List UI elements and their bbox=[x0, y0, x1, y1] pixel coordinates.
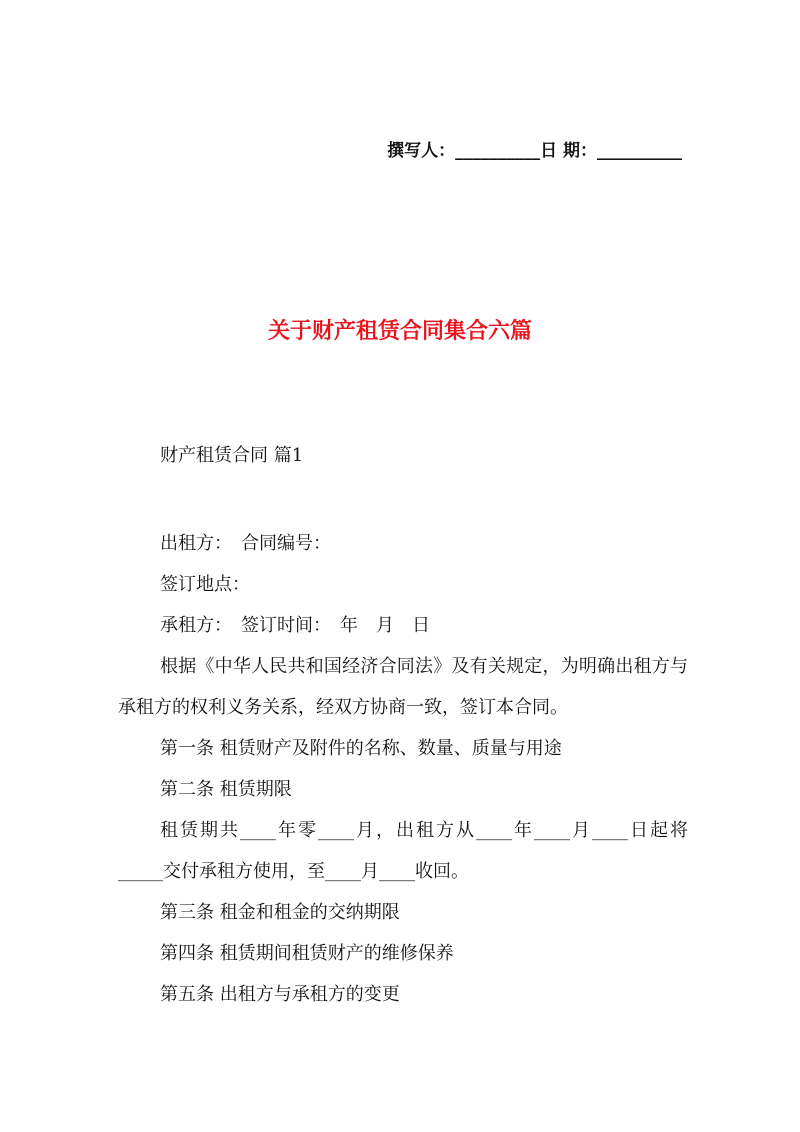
paragraph-lessor: 出租方： 合同编号： bbox=[160, 533, 331, 554]
paragraph-lease-term: 租赁期共____年零____月，出租方从____年____月____日起将_____交付承租方使用，至____月____收回。 bbox=[118, 820, 688, 882]
paragraph-preamble: 根据《中华人民共和国经济合同法》及有关规定，为明确出租方与承租方的权利义务关系，经双方协商一致，签订本合同。 bbox=[118, 656, 688, 718]
paragraph-signing-place: 签订地点： bbox=[160, 574, 250, 595]
article-2: 第二条 租赁期限 bbox=[160, 779, 292, 800]
section-title: 财产租赁合同 篇1 bbox=[160, 445, 304, 466]
author-label: 撰写人： bbox=[387, 141, 456, 161]
article-4: 第四条 租赁期间租赁财产的维修保养 bbox=[160, 943, 454, 964]
paragraph-lessee: 承租方： 签订时间： 年 月 日 bbox=[160, 615, 430, 636]
date-blank: __________ bbox=[597, 141, 682, 161]
article-1: 第一条 租赁财产及附件的名称、数量、质量与用途 bbox=[160, 738, 562, 759]
date-label: 日 期： bbox=[540, 141, 597, 161]
article-5: 第五条 出租方与承租方的变更 bbox=[160, 984, 400, 1005]
author-blank: __________ bbox=[455, 141, 541, 161]
author-date-line bbox=[0, 136, 682, 161]
contract-body bbox=[118, 523, 688, 1015]
document-title: 关于财产租赁合同集合六篇 bbox=[267, 318, 532, 344]
article-3: 第三条 租金和租金的交纳期限 bbox=[160, 902, 400, 923]
